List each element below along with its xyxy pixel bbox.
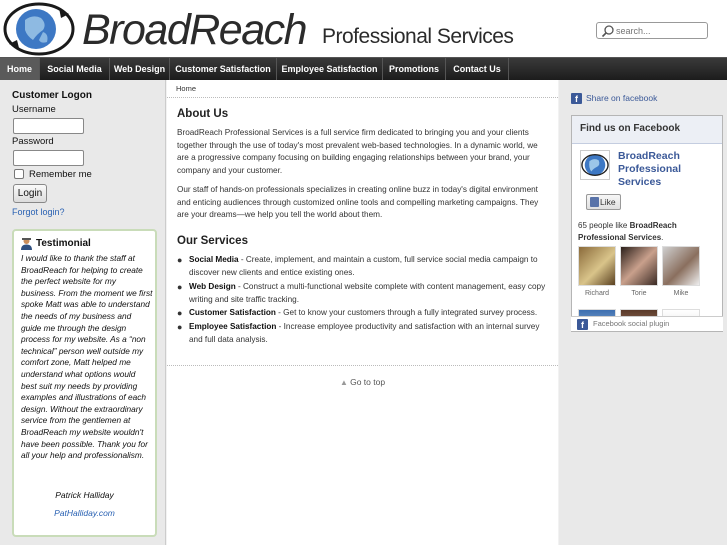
service-name[interactable]: Social Media: [189, 255, 239, 264]
site-header: [0, 0, 727, 57]
facebook-like-count: [578, 220, 718, 244]
brand-name[interactable]: BroadReach: [82, 6, 307, 54]
brand-subtitle: Professional Services: [322, 25, 514, 48]
service-name[interactable]: Employee Satisfaction: [189, 322, 277, 331]
password-field[interactable]: [13, 150, 84, 166]
main-content: [167, 80, 558, 545]
service-desc: - Increase employee productivity and satisfaction with an internal survey and full data analysis.: [189, 322, 540, 344]
fan-name[interactable]: Torie: [631, 290, 647, 297]
fan-avatar[interactable]: [578, 246, 616, 286]
fan-name[interactable]: Mike: [673, 290, 689, 297]
fan-avatar[interactable]: [662, 246, 700, 286]
facebook-page-name[interactable]: BroadReach Professional Services: [618, 150, 682, 188]
password-label: Password: [12, 136, 54, 147]
like-count-suffix: .: [661, 233, 664, 242]
nav-item-web-design[interactable]: Web Design: [110, 58, 170, 80]
about-paragraph-1: BroadReach Professional Services is a full service firm dedicated to bringing you and your clients together through the use of today's most prevalent web-based technologies. In a dynamic world, we are a progressive company focusing on building engaging relationships between your brand, your company and your customer.: [177, 128, 538, 175]
globe-logo-icon[interactable]: [3, 2, 75, 56]
facebook-box-header: [572, 116, 722, 144]
bullet-icon: ●: [177, 282, 183, 292]
about-paragraph-2: Our staff of hands-on professionals specializes in creating online buzz in today's digital environment and enticing audiences through customized online tools and compelling marketing campaigns. They are your dreams—we help you tell the world about them.: [177, 185, 539, 219]
fan-avatar[interactable]: [620, 246, 658, 286]
page-thumbnail-globe-icon[interactable]: [580, 150, 610, 180]
like-count-text: 65 people like: [578, 221, 630, 230]
service-name[interactable]: Web Design: [189, 282, 236, 291]
main-nav: [0, 57, 727, 80]
about-title: About Us: [177, 108, 229, 120]
service-name[interactable]: Customer Satisfaction: [189, 308, 276, 317]
service-desc: - Get to know your customers through a fully integrated survey process.: [275, 308, 538, 317]
testimonial-title: Testimonial: [36, 238, 91, 249]
services-title: Our Services: [177, 235, 248, 247]
like-label: Like: [600, 197, 616, 207]
search-icon: [601, 24, 615, 38]
nav-item-employee-satisfaction[interactable]: Employee Satisfaction: [277, 58, 383, 80]
nav-item-social-media[interactable]: Social Media: [40, 58, 110, 80]
facebook-social-plugin-bar: [571, 316, 723, 331]
facebook-icon: f: [571, 93, 582, 104]
facebook-like-box: [571, 115, 723, 332]
testimonial-link[interactable]: PatHalliday.com: [54, 508, 115, 518]
left-sidebar: [0, 80, 166, 545]
thumbs-up-icon: [590, 197, 599, 207]
nav-item-customer-satisfaction[interactable]: Customer Satisfaction: [170, 58, 277, 80]
search-box[interactable]: [596, 22, 708, 39]
forgot-login-link[interactable]: Forgot login?: [12, 207, 65, 217]
service-desc: - Construct a multi-functional website complete with content management, easy copy writing and site traffic tracking.: [189, 282, 546, 304]
right-sidebar: [559, 80, 727, 545]
service-desc: - Create, implement, and maintain a custom, full service social media campaign to discover new clients and entice existing ones.: [189, 255, 538, 277]
testimonial-body: I would like to thank the staff at BroadReach for helping to create the perfect website for my business. From the moment we first spoke Matt was able to understand the needs of my business and guide me through the design process for my website. As a “non technical” person well outside my comfort zone, Matt helped me understand what options would best suit my needs by providing examples and illustrations of each design. Without the extraordinary service from the gentlemen at BroadReach my website wouldn't have been possible. Thank you for all your help and professionalism.: [21, 253, 153, 461]
breadcrumb-divider: [167, 97, 558, 98]
triangle-up-icon: ▲: [339, 378, 351, 387]
bullet-icon: ●: [177, 308, 183, 318]
person-icon: [20, 237, 33, 250]
like-count-page[interactable]: BroadReach Professional Services: [578, 221, 677, 242]
login-title: Customer Logon: [12, 90, 92, 101]
nav-item-contact-us[interactable]: Contact Us: [446, 58, 509, 80]
share-on-facebook-link[interactable]: Share on facebook: [586, 93, 658, 103]
search-input[interactable]: [616, 23, 706, 38]
testimonial-author: Patrick Halliday: [55, 490, 114, 500]
go-to-top-link[interactable]: [167, 377, 558, 387]
facebook-like-button[interactable]: [586, 194, 621, 210]
nav-item-home[interactable]: Home: [0, 58, 40, 80]
facebook-box-title: Find us on Facebook: [580, 123, 681, 134]
fan-name[interactable]: Richard: [584, 290, 610, 297]
content-divider: [167, 365, 558, 366]
testimonial-box: [12, 229, 157, 537]
breadcrumb[interactable]: Home: [176, 84, 197, 93]
bullet-icon: ●: [177, 255, 183, 265]
login-button[interactable]: Login: [13, 184, 47, 203]
remember-me-label: Remember me: [29, 169, 92, 180]
nav-item-promotions[interactable]: Promotions: [383, 58, 446, 80]
remember-me-checkbox[interactable]: [14, 169, 24, 179]
facebook-icon: f: [577, 319, 588, 330]
username-field[interactable]: [13, 118, 84, 134]
go-to-top-label: Go to top: [350, 377, 386, 387]
bullet-icon: ●: [177, 322, 183, 332]
username-label: Username: [12, 104, 56, 115]
facebook-plugin-label[interactable]: Facebook social plugin: [593, 319, 670, 328]
